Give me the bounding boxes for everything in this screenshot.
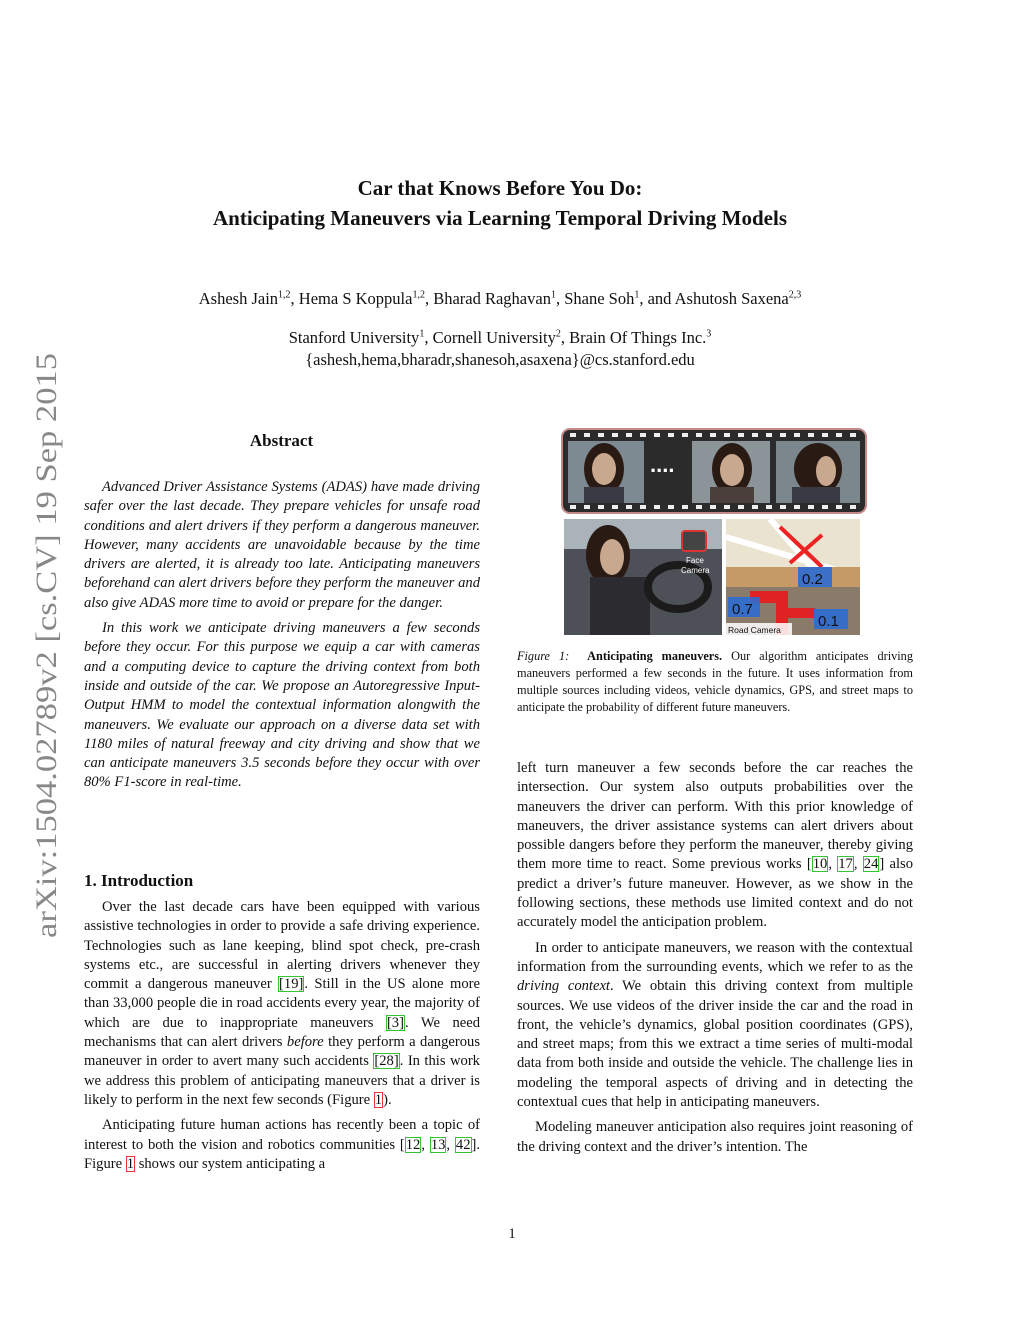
text-run: shows our system anticipating a (135, 1155, 326, 1172)
text-run: . In this work we address this problem of anticipating maneuvers that a driver is likely to perform in the next few seconds (Figure (84, 1053, 480, 1108)
affiliation-name: Cornell University (432, 328, 556, 347)
road-camera-label: Road Camera (728, 625, 781, 635)
text-run: left turn maneuver a few seconds before the car reaches the intersection. Our system also outputs probabilities over the maneuvers the driver can perform. With this prior knowledge of maneuvers, the driver assistance systems can alert drivers about possible dangers before they perform the maneuver, thereby giving them more time to react. Some previous works [ (517, 760, 913, 873)
author-name-superscript: 2,3 (788, 289, 802, 301)
text-run: . Still in the US alone more than 33,000 people die in road accidents every year, the majority of which are due to inappropriate maneuvers (84, 976, 480, 1031)
emphasis-text: driving context (517, 978, 610, 995)
driver-interior-photo (564, 519, 722, 635)
author-name: Hema S Koppula (298, 289, 413, 308)
page-number: 1 (508, 1226, 516, 1242)
citation-link[interactable]: 12 (405, 1136, 421, 1153)
body-paragraph: Modeling maneuver anticipation also requires joint reasoning of the driving context and the driver’s intention. The (517, 1119, 913, 1155)
figure-1 (560, 427, 870, 637)
author-name: Ashutosh Saxena (674, 289, 789, 308)
abstract-paragraph: In this work we anticipate driving maneuvers a few seconds before they occur. For this purpose we equip a car with cameras and a computing device to capture the driving context from both inside and outside of the car. We propose an Autoregressive Input-Output HMM to model the contextual information alongwith the maneuvers. We evaluate our approach on a diverse data set with 1180 miles of natural freeway and city driving and show that we can anticipate maneuvers 3.5 seconds before they occur with over 80% F1-score in real-time. (84, 620, 480, 791)
citation-link[interactable]: 13 (430, 1136, 446, 1153)
right-column-body (517, 759, 913, 1157)
abstract-heading: Abstract (249, 431, 314, 450)
intro-paragraph (84, 898, 480, 1110)
paper-title-line1: Car that Knows Before You Do: (357, 176, 643, 200)
citation-link[interactable]: 10 (812, 856, 828, 873)
citation-link[interactable]: 24 (863, 856, 879, 873)
author-name: Bharad Raghavan (433, 289, 551, 308)
citation-link[interactable]: [3] (386, 1014, 404, 1031)
email-line: {ashesh,hema,bharadr,shanesoh,asaxena}@cs.stanford.edu (305, 350, 695, 369)
face-camera-icon (682, 531, 706, 551)
street-map-and-road-view (726, 519, 860, 635)
caption-label: Figure 1: (517, 649, 570, 663)
affiliation-list: Stanford University$^1$, Cornell University$^2$, Brain Of Things Inc.$^3$ (288, 328, 712, 347)
text-run: Anticipating future human actions has recently been a topic of interest to both the vision and robotics communities [ (84, 1117, 480, 1153)
affiliation-name: Stanford University (288, 328, 420, 347)
section-heading-introduction: 1. Introduction (84, 871, 194, 890)
author-list: Ashesh Jain$^{1,2}$, Hema S Koppula$^{1,2}$, Bharad Raghavan$^1$, Shane Soh$^1$, and Ashutosh Saxena$^{2,3}$ (198, 289, 802, 308)
probability-bottom-right: 0.1 (818, 613, 839, 630)
affiliation-name-superscript: 1 (419, 328, 425, 340)
citation-link[interactable]: 42 (455, 1136, 471, 1153)
author-name-superscript: 1,2 (278, 289, 291, 301)
emphasis-text: before (286, 1034, 324, 1051)
author-name: Ashesh Jain (198, 289, 279, 308)
text-run: ). (383, 1091, 392, 1108)
citation-link[interactable]: [19] (279, 976, 304, 993)
citation-link[interactable]: 17 (838, 856, 853, 873)
citation-link[interactable]: [28] (374, 1053, 399, 1070)
film-strip (562, 429, 866, 513)
text-run: ]. Figure (84, 1136, 481, 1172)
text-run: In order to anticipate maneuvers, we reason with the contextual information from the surrounding events, which we refer to as the (517, 939, 913, 975)
figure-link[interactable]: 1 (374, 1091, 383, 1108)
paper-title-line2: Anticipating Maneuvers via Learning Temporal Driving Models (212, 206, 787, 230)
text-run: . We obtain this driving context from multiple sources. We use videos of the driver inside the car and the road in front, the vehicle’s dynamics, global position coordinates (GPS), and street maps; from this we extract a time series of multi-modal data from both inside and outside the vehicle. The challenge lies in modeling the temporal aspects of driving and in detecting the contextual cues that help in anticipating maneuvers. (517, 978, 913, 1111)
intro-paragraph: Anticipating future human actions has recently been a topic of interest to both the vision and robotics communities [12, 13, 42]. Figure 1 shows our system anticipating a (84, 1117, 481, 1172)
affiliation-name-superscript: 3 (706, 328, 712, 340)
author-name-superscript: 1,2 (412, 289, 425, 301)
text-run: . We need mechanisms that can alert drivers (84, 1014, 480, 1051)
face-camera-label: Face Camera (681, 556, 710, 575)
text-run: Over the last decade cars have been equipped with various assistive technologies in order to provide a safe driving experience. Technologies such as lane keeping, blind spot check, pre-crash systems etc., are successful in alerting drivers whenever they commit a dangerous maneuver (84, 899, 480, 993)
author-name: Shane Soh (564, 289, 635, 308)
introduction-body (84, 898, 480, 1174)
author-name-superscript: 1 (550, 289, 556, 301)
arxiv-stamp-text: arXiv:1504.02789v2 [cs.CV] 19 Sep 2015 (30, 429, 63, 938)
arxiv-stamp (12, 350, 72, 940)
body-paragraph: left turn maneuver a few seconds before the car reaches the intersection. Our system also outputs probabilities over the maneuvers the driver can perform. With this prior knowledge of maneuvers, the driver assistance systems can alert drivers about possible dangers before they perform the maneuver, thereby giving them more time to react. Some previous works [10, 17, 24] also predict a driver’s future maneuver. However, as we show in the following sections, these methods use limited context and do not accurately model the anticipation problem. (517, 760, 914, 931)
abstract-body (84, 478, 480, 793)
author-name-superscript: 1 (634, 289, 640, 301)
frame-ellipsis: .... (650, 452, 675, 477)
probability-top-right: 0.2 (802, 571, 823, 588)
figure-link[interactable]: 1 (126, 1155, 135, 1172)
caption-title: Anticipating maneuvers. (587, 649, 723, 663)
abstract-paragraph: Advanced Driver Assistance Systems (ADAS) have made driving safer over the last decade. They prepare vehicles for unsafe road conditions and alert drivers if they perform a dangerous maneuver. However, many accidents are unavoidable because by the time drivers are alerted, it is already too late. Anticipating maneuvers beforehand can alert drivers before they perform the maneuver and also give ADAS more time to avoid or prepare for the danger. (84, 479, 480, 611)
body-paragraph (517, 939, 913, 1113)
affiliation-name-superscript: 2 (555, 328, 561, 340)
probability-left: 0.7 (732, 601, 753, 618)
caption-text: Our algorithm anticipates driving maneuvers performed a few seconds in the future. It uses information from multiple sources including videos, vehicle dynamics, GPS, and street maps to anticipate the probability of different future maneuvers. (517, 649, 913, 714)
text-run: ] also predict a driver’s future maneuver. However, as we show in the following sections, these methods use limited context and do not accurately model the anticipation problem. (517, 856, 914, 931)
affiliation-name: Brain Of Things Inc. (569, 328, 707, 347)
text-run: they perform a dangerous maneuver in order to avert many such accidents (84, 1034, 481, 1070)
figure-1-caption (517, 648, 913, 716)
